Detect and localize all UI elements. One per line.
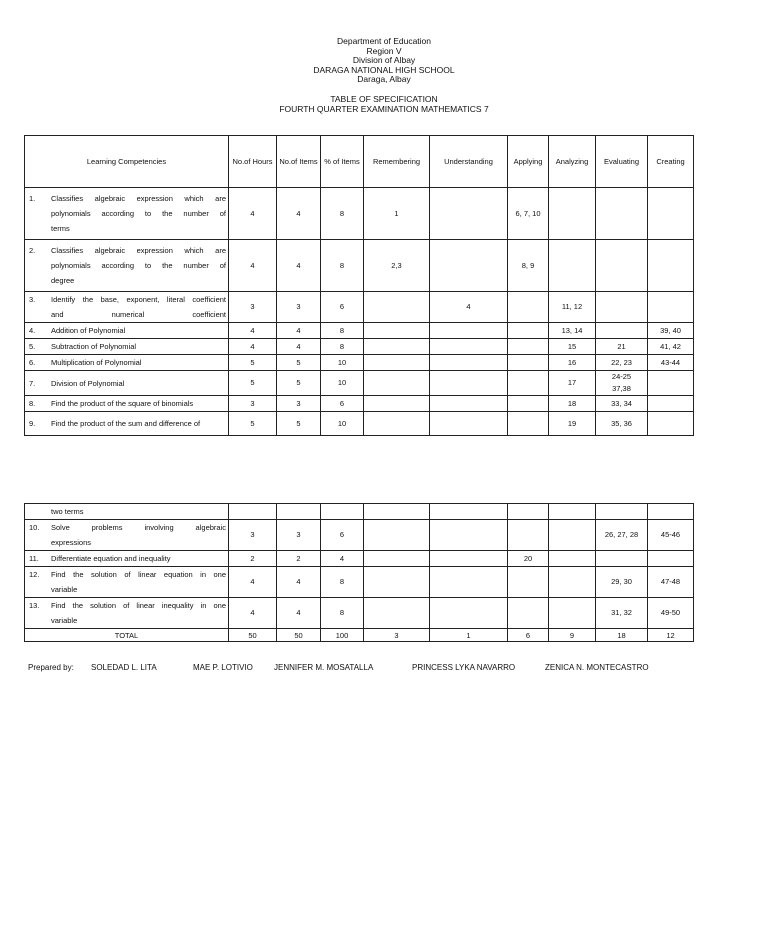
total-und: 1 [430,629,508,642]
competency-number: 3. [29,295,36,304]
competency-cell [25,598,229,629]
app-cell: 20 [508,551,549,567]
items-cell: 5 [277,371,321,396]
cre-cell [648,240,694,292]
ana-cell: 13, 14 [549,323,596,339]
total-cre: 12 [648,629,694,642]
pct-cell: 6 [321,520,364,551]
preparer-name: SOLEDAD L. LITA [91,663,157,672]
cre-cell [648,371,694,396]
rem-cell [364,520,430,551]
competency-text: expressions [51,538,92,547]
und-cell [430,598,508,629]
items-cell: 4 [277,323,321,339]
eva-cell [596,504,648,520]
competency-number: 9. [29,419,36,428]
competency-text: and numerical coefficient [51,310,226,319]
competency-text: variable [51,585,78,594]
ana-cell [549,240,596,292]
items-cell: 5 [277,355,321,371]
competency-number: 4. [29,326,36,335]
hours-cell: 5 [229,355,277,371]
competency-text: Differentiate equation and inequality [51,554,171,563]
hours-cell: 5 [229,371,277,396]
preparer-name: JENNIFER M. MOSATALLA [274,663,374,672]
col-header: Analyzing [549,136,596,188]
eva-cell: 22, 23 [596,355,648,371]
competency-number: 11. [29,554,39,563]
eva-cell: 35, 36 [596,412,648,436]
table-row [25,567,694,598]
table-row [25,396,694,412]
header-line: Division of Albay [352,55,416,65]
ana-cell: 17 [549,371,596,396]
app-cell: 6, 7, 10 [508,188,549,240]
und-cell [430,504,508,520]
und-cell [430,551,508,567]
col-header: Remembering [364,136,430,188]
ana-cell: 18 [549,396,596,412]
rem-cell [364,292,430,323]
eva-cell: 26, 27, 28 [596,520,648,551]
competency-text: Addition of Polynomial [51,326,126,335]
rem-cell [364,396,430,412]
app-cell [508,323,549,339]
rem-cell: 1 [364,188,430,240]
ana-cell [549,520,596,551]
items-cell: 4 [277,598,321,629]
table-row [25,504,694,520]
competency-text: two terms [51,507,84,516]
competency-text: Classifies algebraic expression which are [51,246,226,255]
pct-cell: 8 [321,323,364,339]
app-cell [508,339,549,355]
competency-text: Multiplication of Polynomial [51,358,142,367]
total-app: 6 [508,629,549,642]
competency-number: 8. [29,399,36,408]
items-cell: 5 [277,412,321,436]
hours-cell: 2 [229,551,277,567]
rem-cell: 2,3 [364,240,430,292]
preparer-name: MAE P. LOTIVIO [193,663,253,672]
eva-cell: 24-25 37,38 [596,371,648,396]
app-cell [508,412,549,436]
document-title [0,95,768,114]
hours-cell [229,504,277,520]
table-row [25,240,694,292]
pct-cell: 10 [321,355,364,371]
pct-cell: 8 [321,188,364,240]
items-cell [277,504,321,520]
pct-cell: 10 [321,412,364,436]
eva-cell [596,323,648,339]
items-cell: 4 [277,240,321,292]
competency-number: 1. [29,194,36,203]
app-cell [508,567,549,598]
competency-text: Classifies algebraic expression which are [51,194,226,203]
specification-table-part-2 [24,503,694,642]
app-cell [508,520,549,551]
total-pct: 100 [321,629,364,642]
ana-cell: 19 [549,412,596,436]
items-cell: 2 [277,551,321,567]
competency-text: Subtraction of Polynomial [51,342,137,351]
competency-text: Find the solution of linear equation in one [51,570,226,579]
competency-number: 2. [29,246,36,255]
und-cell [430,412,508,436]
competency-text: degree [51,276,75,285]
competency-text: Identify the base, exponent, literal coefficient [51,295,226,304]
col-header: No.of Hours [229,136,277,188]
app-cell [508,396,549,412]
col-header: Understanding [430,136,508,188]
header-line: DARAGA NATIONAL HIGH SCHOOL [313,64,455,75]
ana-cell [549,188,596,240]
und-cell: 4 [430,292,508,323]
ana-cell: 15 [549,339,596,355]
cre-cell [648,188,694,240]
pct-cell: 6 [321,292,364,323]
competency-number: 5. [29,342,36,351]
rem-cell [364,323,430,339]
ana-cell: 16 [549,355,596,371]
app-cell [508,292,549,323]
rem-cell [364,412,430,436]
cre-cell [648,504,694,520]
competency-cell [25,396,229,412]
table-row [25,339,694,355]
total-row [25,629,694,642]
competency-number: 13. [29,601,40,610]
items-cell: 4 [277,339,321,355]
col-header: Learning Competencies [25,136,229,188]
rem-cell [364,567,430,598]
eva-cell: 33, 34 [596,396,648,412]
ana-cell [549,598,596,629]
competency-cell [25,355,229,371]
cre-cell [648,396,694,412]
competency-cell [25,520,229,551]
rem-cell [364,598,430,629]
rem-cell [364,355,430,371]
hours-cell: 4 [229,339,277,355]
competency-number: 7. [29,378,36,388]
competency-number: 10. [29,523,40,532]
cre-cell: 45-46 [648,520,694,551]
total-hours: 50 [229,629,277,642]
hours-cell: 4 [229,323,277,339]
cre-cell: 49-50 [648,598,694,629]
app-cell [508,504,549,520]
und-cell [430,371,508,396]
rem-cell [364,551,430,567]
rem-cell [364,504,430,520]
hours-cell: 4 [229,240,277,292]
total-ana: 9 [549,629,596,642]
competency-text: polynomials according to the number of [51,261,226,270]
items-cell: 3 [277,292,321,323]
title-line-1: TABLE OF SPECIFICATION [330,94,438,104]
hours-cell: 5 [229,412,277,436]
title-line-2: FOURTH QUARTER EXAMINATION MATHEMATICS 7 [279,103,489,114]
table-row [25,371,694,396]
competency-cell [25,551,229,567]
total-eva: 18 [596,629,648,642]
competency-cell [25,567,229,598]
competency-number: 12. [29,570,40,579]
pct-cell: 10 [321,371,364,396]
cre-cell: 41, 42 [648,339,694,355]
pct-cell: 8 [321,567,364,598]
header-line: Daraga, Albay [357,74,411,84]
eva-cell: 31, 32 [596,598,648,629]
table-header-row [25,136,694,188]
competency-text: polynomials according to the number of [51,209,226,218]
items-cell: 4 [277,567,321,598]
app-cell: 8, 9 [508,240,549,292]
competency-cell [25,412,229,436]
rem-cell [364,371,430,396]
competency-text: Solve problems involving algebraic [51,523,226,532]
col-header: Evaluating [596,136,648,188]
items-cell: 3 [277,396,321,412]
total-rem: 3 [364,629,430,642]
header-line: Department of Education [336,36,432,46]
total-items: 50 [277,629,321,642]
und-cell [430,323,508,339]
competency-text: Division of Polynomial [51,378,125,388]
cre-cell: 39, 40 [648,323,694,339]
eva-cell: 21 [596,339,648,355]
hours-cell: 3 [229,292,277,323]
prepared-by-label: Prepared by: [28,663,74,672]
ana-cell: 11, 12 [549,292,596,323]
competency-cell [25,339,229,355]
table-row [25,188,694,240]
header-line: Region V [366,45,402,56]
und-cell [430,240,508,292]
table-row [25,551,694,567]
ana-cell [549,567,596,598]
hours-cell: 4 [229,567,277,598]
und-cell [430,567,508,598]
table-row [25,323,694,339]
competency-cell [25,188,229,240]
app-cell [508,598,549,629]
und-cell [430,339,508,355]
items-cell: 3 [277,520,321,551]
und-cell [430,396,508,412]
competency-number: 6. [29,358,36,367]
items-cell: 4 [277,188,321,240]
pct-cell [321,504,364,520]
rem-cell [364,339,430,355]
pct-cell: 8 [321,598,364,629]
table-row [25,598,694,629]
table-row [25,412,694,436]
app-cell [508,371,549,396]
competency-cell [25,240,229,292]
app-cell [508,355,549,371]
und-cell [430,188,508,240]
pct-cell: 8 [321,240,364,292]
ana-cell [549,551,596,567]
und-cell [430,520,508,551]
cre-cell [648,292,694,323]
competency-cell [25,323,229,339]
hours-cell: 3 [229,520,277,551]
table-row [25,292,694,323]
pct-cell: 6 [321,396,364,412]
competency-text: Find the product of the square of binomials [51,399,194,408]
competency-text: variable [51,616,78,625]
eva-cell [596,551,648,567]
competency-cell [25,292,229,323]
hours-cell: 4 [229,598,277,629]
competency-cell [25,504,229,520]
competency-text: Find the solution of linear inequality in one [51,601,226,610]
eva-cell [596,240,648,292]
col-header: No.of Items [277,136,321,188]
pct-cell: 8 [321,339,364,355]
col-header: % of Items [321,136,364,188]
competency-text: terms [51,224,70,233]
competency-text: Find the product of the sum and difference of [51,419,201,428]
ana-cell [549,504,596,520]
eva-cell: 29, 30 [596,567,648,598]
eva-cell [596,292,648,323]
pct-cell: 4 [321,551,364,567]
eva-cell [596,188,648,240]
hours-cell: 4 [229,188,277,240]
total-label: TOTAL [25,629,229,642]
cre-cell [648,412,694,436]
und-cell [430,355,508,371]
cre-cell: 43-44 [648,355,694,371]
competency-cell [25,371,229,396]
preparer-name: ZENICA N. MONTECASTRO [545,663,649,672]
col-header: Applying [508,136,549,188]
cre-cell [648,551,694,567]
specification-table-part-1 [24,135,694,436]
table-row [25,355,694,371]
preparer-name: PRINCESS LYKA NAVARRO [412,663,516,672]
col-header: Creating [648,136,694,188]
hours-cell: 3 [229,396,277,412]
cre-cell: 47-48 [648,567,694,598]
table-row [25,520,694,551]
school-header [0,37,768,85]
